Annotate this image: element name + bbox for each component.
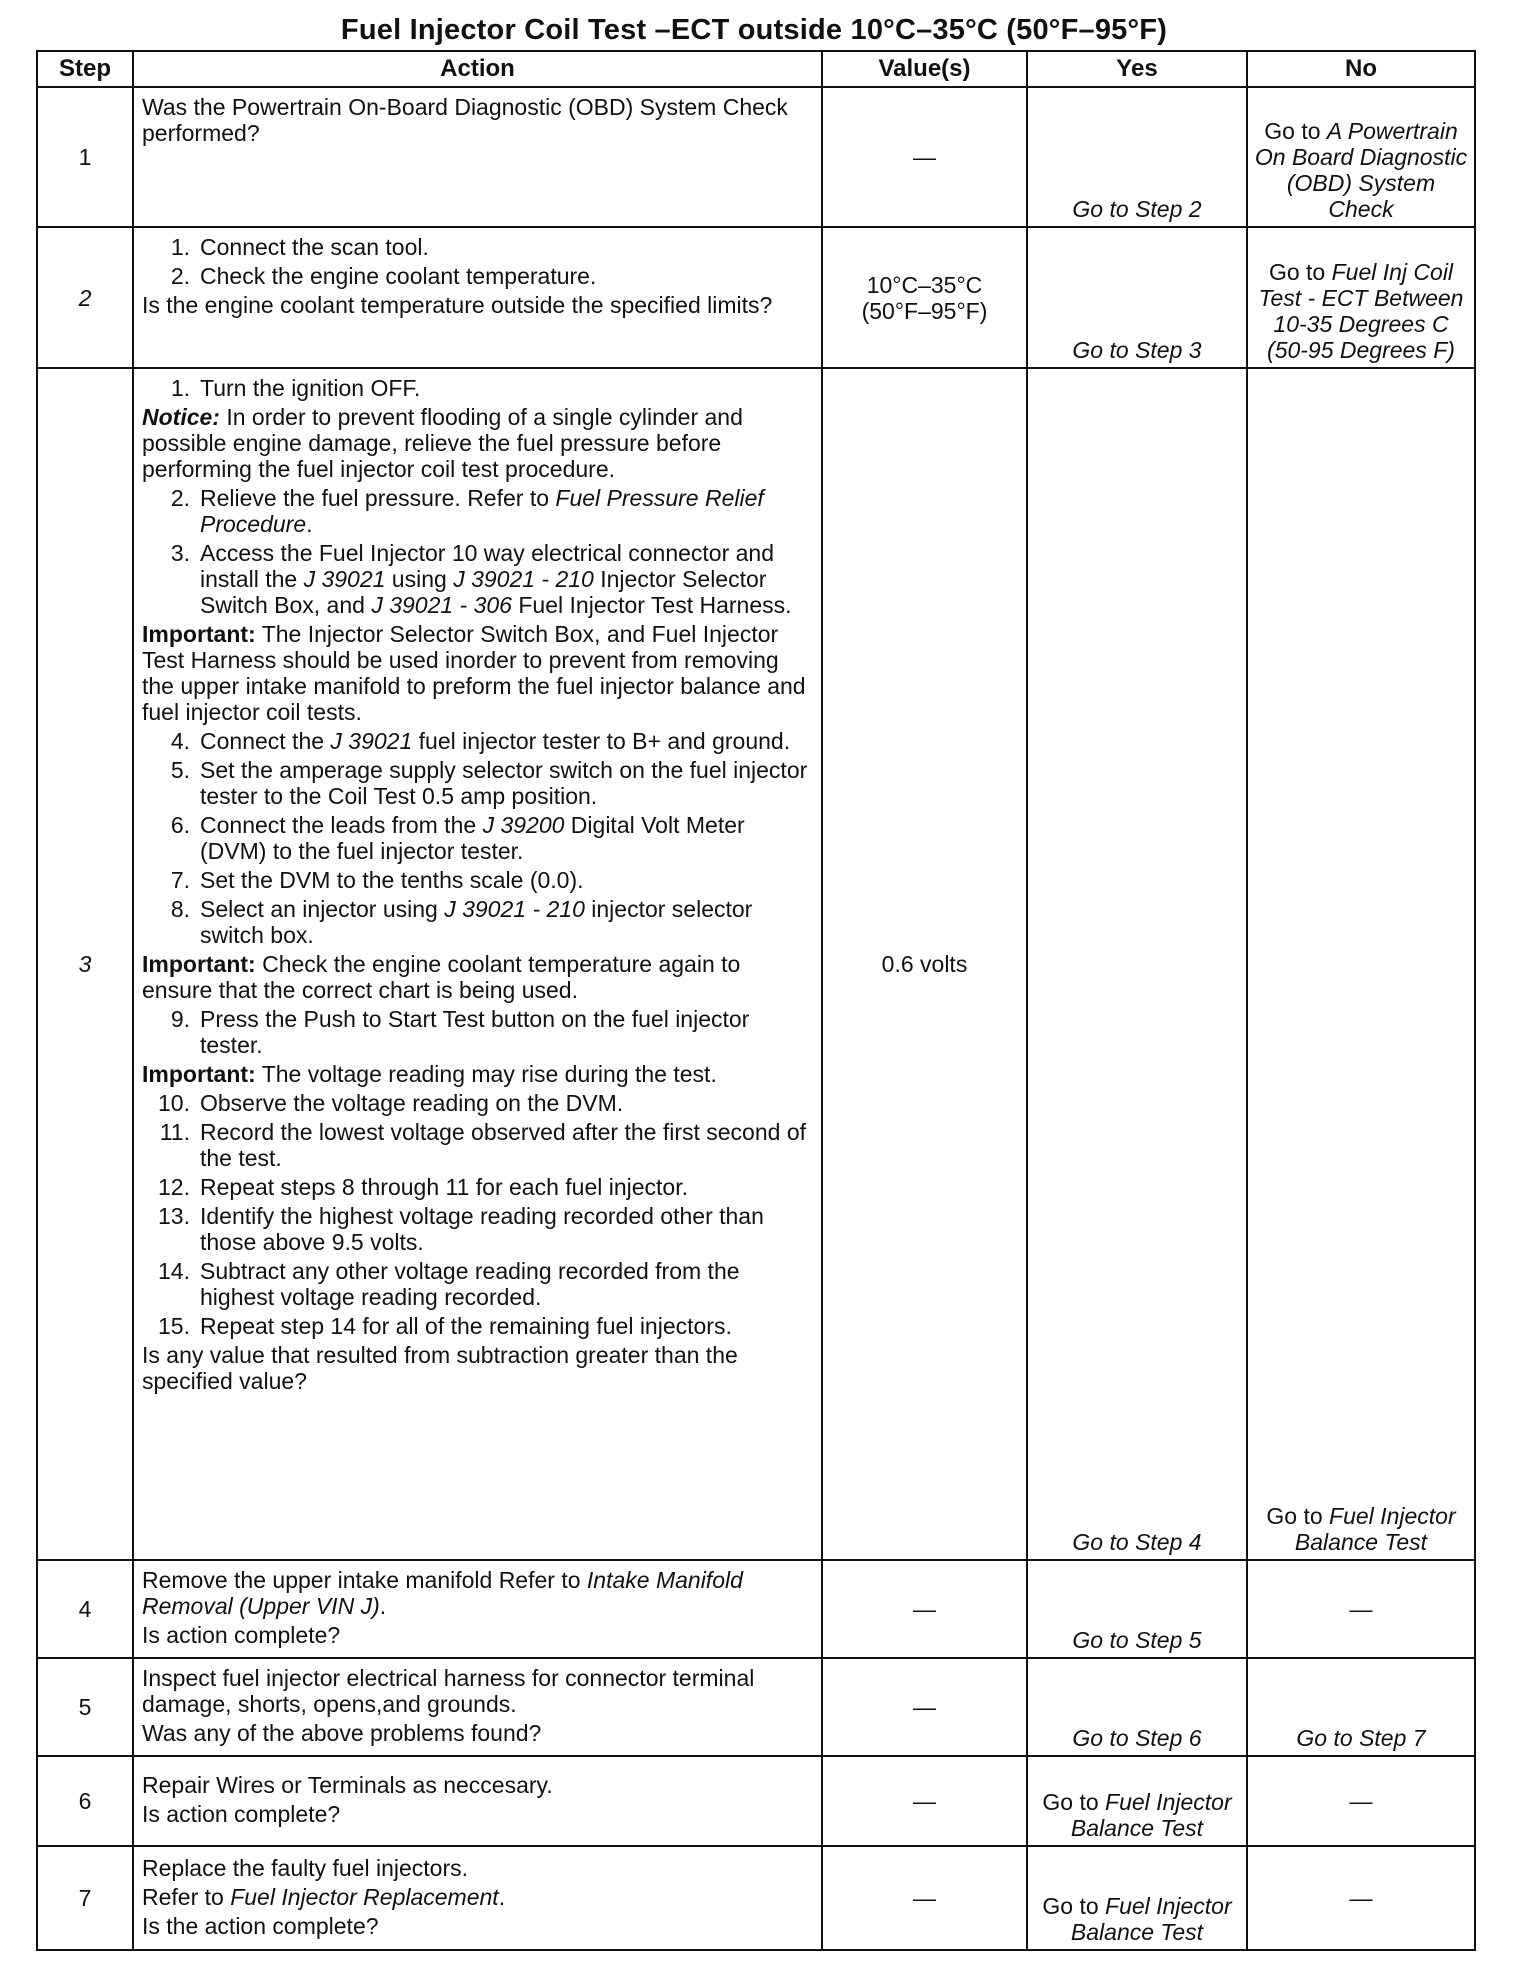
important-text: Important: The voltage reading may rise during the test. [142,1061,717,1087]
diagnostic-table [36,50,1476,1951]
list-item: 11. Record the lowest voltage observed after the first second of the test. [159,1119,806,1171]
value-cell: 10°C–35°C (50°F–95°F) [822,227,1027,368]
no-cell: — [1247,1846,1475,1950]
action-text: Repair Wires or Terminals as neccesary. [142,1772,553,1798]
table-row [37,1756,1475,1846]
yes-cell: Go to Step 5 [1027,1560,1247,1658]
table-row [37,87,1475,227]
action-cell [133,1846,822,1950]
table-row [37,368,1475,1560]
list-item: 2. Check the engine coolant temperature. [170,263,597,289]
action-cell [133,227,822,368]
value-cell: — [822,1756,1027,1846]
question-text: Is any value that resulted from subtraction greater than the specified value? [142,1342,738,1394]
list-item: 5. Set the amperage supply selector switch on the fuel injector tester to the Coil Test 0.5 amp position. [170,757,808,809]
question-text: Was any of the above problems found? [142,1720,542,1746]
important-text: Important: Check the engine coolant temperature again to ensure that the correct chart is being used. [142,951,741,1003]
no-cell: Go to A Powertrain On Board Diagnostic (OBD) System Check [1247,87,1475,227]
list-item: 15. Repeat step 14 for all of the remaining fuel injectors. [158,1313,732,1339]
yes-cell: Go to Step 4 [1027,368,1247,1560]
list-item: 3. Access the Fuel Injector 10 way electrical connector and install the J 39021 using J 39021 - 210 Injector Selector Switch Box, and J 39021 - 306 Fuel Injector Test Harness. [170,540,792,618]
yes-cell: Go to Fuel Injector Balance Test [1027,1846,1247,1950]
header-row [37,51,1475,87]
no-cell: — [1247,1560,1475,1658]
important-text: Important: The Injector Selector Switch Box, and Fuel Injector Test Harness should be used inorder to prevent from removing the upper intake manifold to preform the fuel injector balance and fuel injector coil tests. [142,621,806,725]
question-text: Is action complete? [142,1801,341,1827]
list-item: 6. Connect the leads from the J 39200 Digital Volt Meter (DVM) to the fuel injector tester. [170,812,745,864]
list-item: 10. Observe the voltage reading on the DVM. [158,1090,624,1116]
list-item: 2. Relieve the fuel pressure. Refer to Fuel Pressure Relief Procedure. [170,485,764,537]
table-row [37,1658,1475,1756]
header-yes: Yes [1027,51,1247,87]
page-title: Fuel Injector Coil Test –ECT outside 10°C–35°C (50°F–95°F) [340,14,1168,46]
action-text: Replace the faulty fuel injectors. [142,1854,469,1881]
step-number: 4 [37,1560,133,1658]
header-values: Value(s) [822,51,1027,87]
yes-cell: Go to Fuel Injector Balance Test [1027,1756,1247,1846]
table-row [37,1846,1475,1950]
action-text: Inspect fuel injector electrical harness for connector terminal damage, shorts, opens,and grounds. [142,1665,755,1717]
list-item: 9. Press the Push to Start Test button on the fuel injector tester. [170,1006,750,1058]
no-cell: — [1247,1756,1475,1846]
action-cell [133,1756,822,1846]
list-item: 14. Subtract any other voltage reading recorded from the highest voltage reading recorded. [158,1258,740,1310]
question-text: Is the action complete? [142,1912,379,1939]
list-item: 4. Connect the J 39021 fuel injector tester to B+ and ground. [170,728,791,754]
action-text: Refer to Fuel Injector Replacement. [142,1883,506,1910]
value-cell: — [822,1560,1027,1658]
list-item: 12. Repeat steps 8 through 11 for each fuel injector. [158,1174,688,1200]
question-text: Is the engine coolant temperature outside the specified limits? [142,292,773,318]
step-number: 6 [37,1756,133,1846]
no-cell: Go to Fuel Injector Balance Test [1247,368,1475,1560]
value-cell: — [822,1846,1027,1950]
header-no: No [1247,51,1475,87]
list-item: 1. Turn the ignition OFF. [170,375,421,401]
value-cell: — [822,1658,1027,1756]
step-number: 7 [37,1846,133,1950]
value-cell: 0.6 volts [822,368,1027,1560]
list-item: 1. Connect the scan tool. [170,234,429,260]
action-cell [133,1658,822,1756]
question-text: Is action complete? [142,1622,341,1648]
yes-cell: Go to Step 2 [1027,87,1247,227]
step-number: 5 [37,1658,133,1756]
no-cell: Go to Fuel Inj Coil Test - ECT Between 10-35 Degrees C (50-95 Degrees F) [1247,227,1475,368]
action-cell [133,1560,822,1658]
header-action: Action [133,51,822,87]
step-number: 3 [37,368,133,1560]
header-step: Step [37,51,133,87]
action-cell [133,368,822,1560]
list-item: 8. Select an injector using J 39021 - 210 injector selector switch box. [170,896,753,948]
list-item: 7. Set the DVM to the tenths scale (0.0). [170,867,584,893]
action-text: Remove the upper intake manifold Refer to Intake Manifold Removal (Upper VIN J). [142,1567,743,1619]
notice-text: Notice: In order to prevent flooding of a single cylinder and possible engine damage, relieve the fuel pressure before performing the fuel injector coil test procedure. [142,404,743,482]
no-cell: Go to Step 7 [1247,1658,1475,1756]
step-number: 2 [37,227,133,368]
list-item: 13. Identify the highest voltage reading recorded other than those above 9.5 volts. [158,1203,764,1255]
table-row [37,1560,1475,1658]
action-cell [133,87,822,227]
yes-cell: Go to Step 6 [1027,1658,1247,1756]
table-row [37,227,1475,368]
yes-cell: Go to Step 3 [1027,227,1247,368]
action-text: Was the Powertrain On-Board Diagnostic (OBD) System Check performed? [142,94,788,146]
step-number: 1 [37,87,133,227]
value-cell: — [822,87,1027,227]
